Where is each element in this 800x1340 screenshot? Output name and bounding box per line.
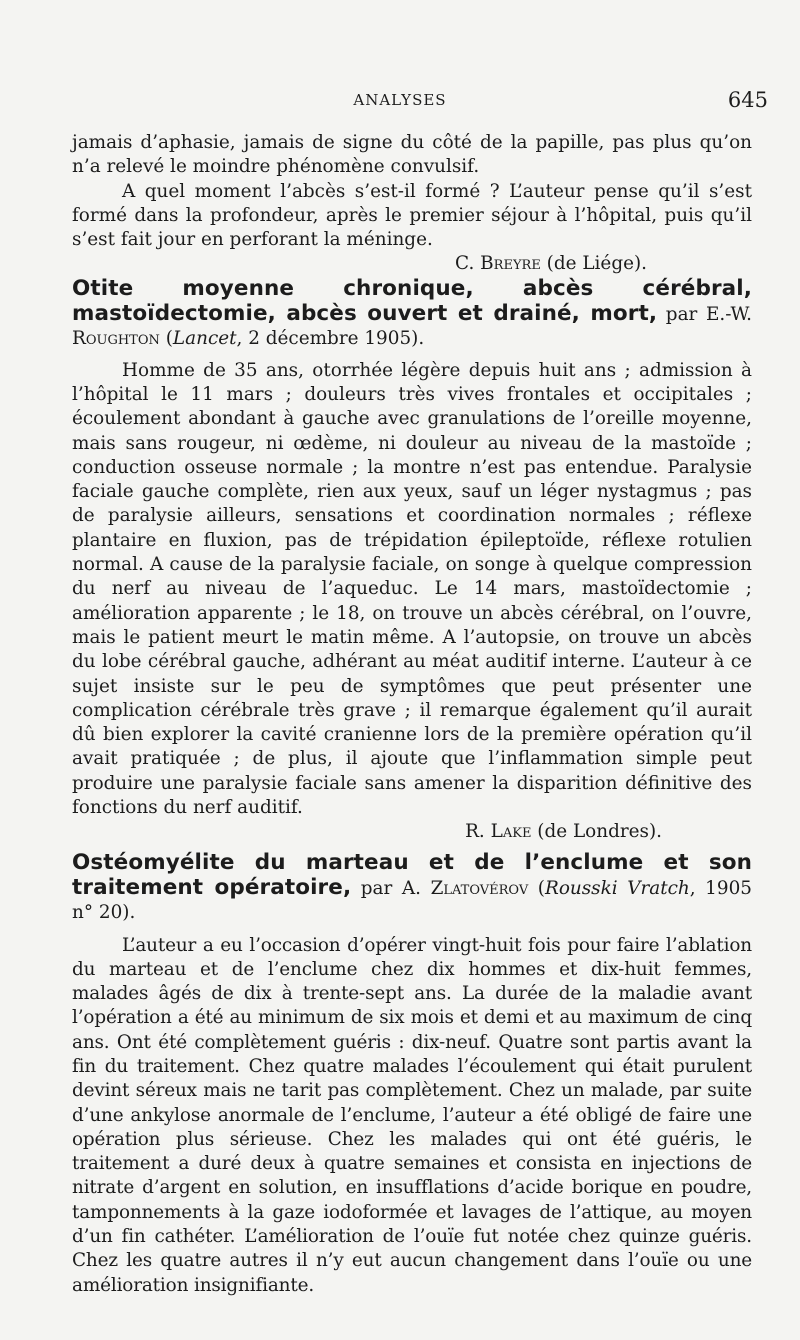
running-title: ANALYSES: [353, 91, 447, 109]
article3-title: [72, 851, 752, 926]
article1-continuation: jamais d’aphasie, jamais de signe du côté de la papille, pas plus qu’on n’a relevé le moindre phénomène convulsif.: [72, 132, 752, 178]
signature-suffix: (de Liége).: [540, 253, 647, 275]
article3-body: L’auteur a eu l’occasion d’opérer vingt-huit fois pour faire l’ablation du marteau et de l’enclume chez dix hommes et dix-huit femmes, malades âgés de dix à trente-sept ans. La durée de la maladie avant l’opération a été au minimum de six mois et demi et au maximum de cinq ans. Ont été complètement guéris : dix-neuf. Quatre sont partis avant la fin du traitement. Chez quatre malades l’écoulement qui était purulent devint séreux mais ne tarit pas complètement. Chez un malade, par suite d’une ankylose anormale de l’enclume, l’auteur a été obligé de faire une opération plus sérieuse. Chez les malades qui ont été guéris, le traitement a duré deux à quatre semaines et consista en injections de nitrate d’argent en solution, en insufflations d’acide borique en poudre, tamponnements à la gaze iodoformée et lavages de l’attique, au moyen d’un fin cathéter. L’amélioration de l’ouïe fut notée chez quinze guéris. Chez les quatre autres il n’y eut aucun changement dans l’ouïe ou une amélioration insignifiante.: [72, 934, 752, 1296]
signature-prefix: R.: [465, 821, 491, 843]
article2-signature: [72, 820, 752, 844]
article3-journal: Rousski Vratch: [544, 877, 690, 899]
article2-source-open: (: [159, 328, 173, 350]
signature-name: Breyre: [480, 253, 541, 275]
article2-by: par E.-W.: [657, 304, 753, 326]
page-header: [0, 88, 800, 112]
article3-date: , 1905 n° 20).: [72, 877, 752, 924]
article2-title: [72, 277, 752, 352]
signature-name: Lake: [490, 821, 532, 843]
page-content: [72, 131, 752, 1298]
article2-body: Homme de 35 ans, otorrhée légère depuis huit ans ; admission à l’hôpital le 11 mars ; douleurs très vives frontales et occipitales ; écoulement abondant à gauche avec granulations de l’oreille moyenne, mais sans rougeur, ni œdème, ni douleur au niveau de la mastoïde ; conduction osseuse normale ; la montre n’est pas entendue. Paralysie faciale gauche complète, rien aux yeux, sauf un léger nystagmus ; pas de paralysie ailleurs, sensations et coordination normales ; réflexe plantaire en fluxion, pas de trépidation épileptoïde, réflexe rotulien normal. A cause de la paralysie faciale, on songe à quelque compression du nerf au niveau de l’aqueduc. Le 14 mars, mastoïdectomie ; amélioration apparente ; le 18, on trouve un abcès cérébral, on l’ouvre, mais le patient meurt le matin même. A l’autopsie, on trouve un abcès du lobe cérébral gauche, adhérant au méat auditif interne. L’auteur à ce sujet insiste sur le peu de symptômes que peut présenter une complication cérébrale très grave ; il remarque également qu’il aurait dû bien explorer la cavité cranienne lors de la première opération qu’il avait pratiquée ; de plus, il ajoute que l’inflammation simple peut produire une paralysie faciale sans amener la disparition définitive des fonctions du nerf auditif.: [72, 359, 752, 819]
article3-source-open: (: [528, 877, 545, 899]
article2-heading: Otite moyenne chronique, abcès cérébral, mastoïdectomie, abcès ouvert et drainé, mort,: [72, 275, 752, 327]
article2-date: , 2 décembre 1905).: [236, 328, 425, 350]
article3-author: Zlatovérov: [430, 877, 529, 899]
article1-paragraph: A quel moment l’abcès s’est-il formé ? L’auteur pense qu’il s’est formé dans la profondeur, après le premier séjour à l’hôpital, puis qu’il s’est fait jour en perforant la méninge.: [72, 180, 752, 251]
article3-heading: Ostéomyélite du marteau et de l’enclume et son traitement opératoire,: [72, 849, 752, 900]
article2-journal: Lancet: [172, 328, 237, 350]
article3-by: par A.: [351, 877, 431, 899]
signature-prefix: C.: [455, 253, 481, 275]
signature-suffix: (de Londres).: [531, 821, 662, 843]
article2-author: Roughton: [72, 328, 160, 350]
page-number: 645: [727, 88, 768, 112]
article1-signature: [72, 252, 752, 276]
